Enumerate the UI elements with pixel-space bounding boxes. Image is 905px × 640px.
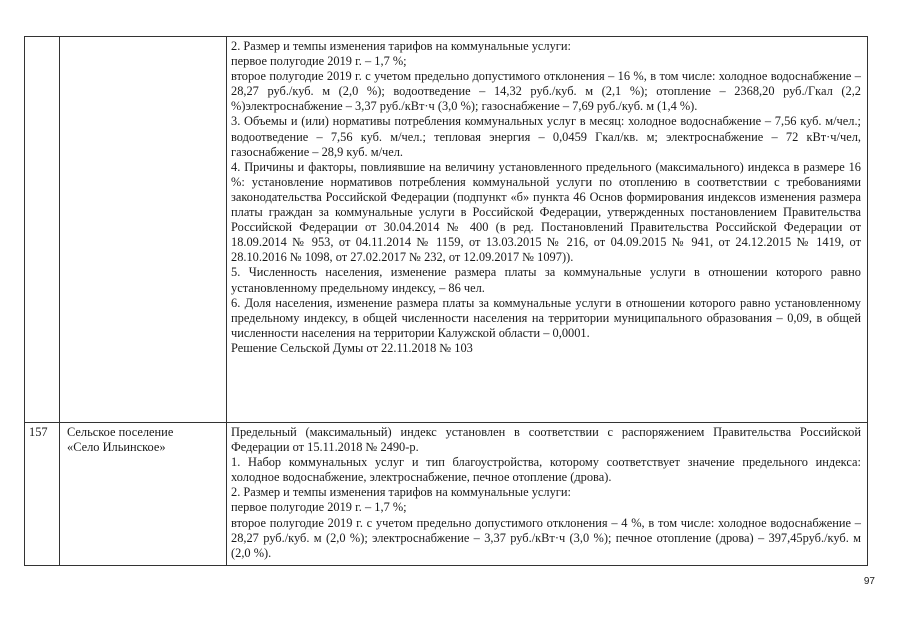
paragraph: Предельный (максимальный) индекс установлен в соответствии с распоряжением Правительства Российской Федерации от 15.11.2018 № 2490-р.: [231, 425, 861, 455]
paragraph: 4. Причины и факторы, повлиявшие на величину установленного предельного (максимального) индекса в размере 16 %: установление нормативов потребления коммунальной услуги по отоплению в соответствии с требованиями законодательства Российской Федерации (подпункт «б» пункта 46 Основ формирования индексов изменения размера платы граждан за коммунальные услуги в Российской Федерации, утвержденных постановлением Правительства Российской Федерации от 30.04.2014 № 400 (в ред. Постановлений Правительства Российской Федерации от 18.09.2014 № 953, от 04.11.2014 № 1159, от 13.03.2015 № 216, от 04.09.2015 № 941, от 24.12.2015 № 1419, от 28.10.2016 № 1098, от 27.02.2017 № 232, от 12.09.2017 № 1097)).: [231, 159, 861, 265]
paragraph: 6. Доля населения, изменение размера платы за коммунальные услуги в отношении которого равно установленному предельному индексу, в общей численности населения на территории муниципального образования – 0,09, в общей численности населения на территории Калужской области – 0,0001.: [231, 295, 861, 340]
tariff-table: [24, 36, 868, 566]
paragraph: Решение Сельской Думы от 22.11.2018 № 103: [231, 340, 473, 355]
municipality-name: [67, 425, 227, 455]
paragraph: второе полугодие 2019 г. с учетом предельно допустимого отклонения – 16 %, в том числе: холодное водоснабжение – 28,27 руб./куб. м (2,0 %); водоотведение – 14,32 руб./куб. м (2,1 %); отопление – 2368,20 руб./Гкал (2,2 %)электроснабжение – 3,37 руб./кВт·ч (3,0 %); газоснабжение – 7,69 руб./куб. м (1,4 %).: [231, 69, 861, 114]
municipality-name-line: «Село Ильинское»: [67, 440, 166, 455]
paragraph: второе полугодие 2019 г. с учетом предельно допустимого отклонения – 4 %, в том числе: холодное водоснабжение – 28,27 руб./куб. м (2,0 %); электроснабжение – 3,37 руб./кВт·ч (3,0 %); печное отопление (дрова) – 397,45руб./куб. м (2,0 %).: [231, 515, 861, 560]
row-157-text: [231, 425, 861, 561]
paragraph: 1. Набор коммунальных услуг и тип благоустройства, которому соответствует значение предельного индекса: холодное водоснабжение, электроснабжение, печное отопление (дрова).: [231, 455, 861, 485]
paragraph: первое полугодие 2019 г. – 1,7 %;: [231, 54, 407, 69]
row-divider: [25, 422, 867, 423]
continued-row-text: [231, 39, 861, 356]
paragraph: первое полугодие 2019 г. – 1,7 %;: [231, 500, 407, 515]
column-divider: [226, 37, 227, 565]
paragraph: 3. Объемы и (или) нормативы потребления коммунальных услуг в месяц: холодное водоснабжение – 7,56 куб. м/чел.; водоотведение – 7,56 куб. м/чел.; тепловая энергия – 0,0459 Гкал/кв. м; электроснабжение – 72 кВт·ч/чел, газоснабжение – 28,9 куб. м/чел.: [231, 114, 861, 159]
municipality-name-line: Сельское поселение: [67, 425, 174, 439]
paragraph: 2. Размер и темпы изменения тарифов на коммунальные услуги:: [231, 39, 571, 53]
page-number: 97: [863, 576, 875, 587]
paragraph: 2. Размер и темпы изменения тарифов на коммунальные услуги:: [231, 485, 571, 500]
column-divider: [59, 37, 60, 565]
row-number: 157: [29, 425, 48, 439]
paragraph: 5. Численность населения, изменение размера платы за коммунальные услуги в отношении которого равно установленному предельному индексу, – 86 чел.: [231, 265, 861, 295]
